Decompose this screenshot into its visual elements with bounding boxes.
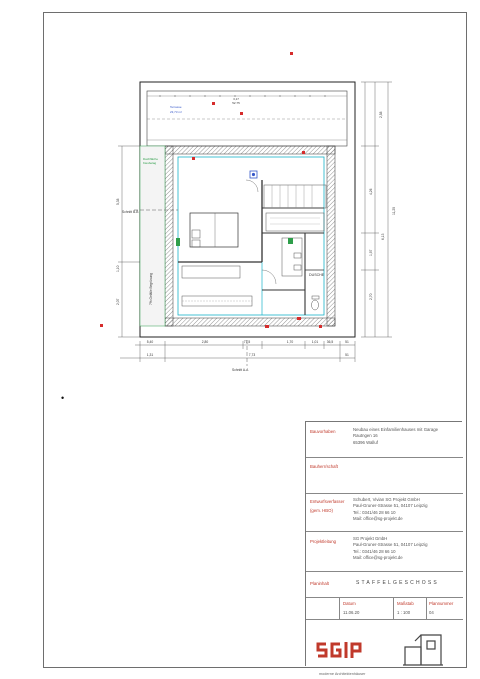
svg-text:1,31: 1,31: [146, 353, 154, 357]
row-entwurf: [306, 494, 463, 532]
svg-text:1,10: 1,10: [116, 265, 120, 272]
label-planung: Projektleitung: [310, 539, 337, 544]
plan-title: STAFFELGESCHOSS: [356, 580, 439, 586]
house-logo-icon: [401, 623, 445, 667]
svg-text:2,80: 2,80: [201, 340, 209, 344]
label-entwurf-sub: (gem. HBO): [310, 508, 333, 513]
row-planinhalt: [306, 572, 463, 598]
planung-line: SG Projekt GmbH: [353, 536, 388, 541]
svg-text:5,40: 5,40: [146, 340, 154, 344]
svg-text:51: 51: [345, 353, 349, 357]
label-massstab: Maßstab: [397, 601, 414, 606]
svg-text:5,38: 5,38: [116, 198, 120, 205]
bauvorhaben-line: Neubau eines Einfamilienhauses mit Garage: [353, 427, 439, 432]
svg-text:Kiesbelag: Kiesbelag: [143, 161, 157, 165]
massstab-value: 1 : 100: [397, 610, 411, 615]
row-planung: [306, 532, 463, 572]
plannummer-value: 04: [429, 610, 434, 615]
logo-subtitle: moderne Architektenhäuser: [319, 672, 366, 676]
terrace-label: Terrasse: [170, 105, 182, 109]
top-label: 3,17: [233, 97, 239, 101]
svg-text:2,07: 2,07: [116, 298, 120, 305]
planung-line: Tel.: 0341/46 28 66 10: [353, 548, 396, 554]
svg-text:1,01: 1,01: [311, 340, 319, 344]
bauvorhaben-line: Rautngen 16: [353, 433, 378, 439]
svg-text:36,5: 36,5: [326, 340, 334, 344]
entwurf-line: Tel.: 0341/46 28 66 10: [353, 509, 396, 515]
title-block: [305, 421, 462, 676]
svg-text:1,97: 1,97: [369, 249, 373, 256]
company-logo: [316, 634, 386, 664]
entwurf-line: Paul-Gruner-Strasse 51, 04107 Leipzig: [353, 503, 428, 509]
label-planinhalt: Planinhalt: [310, 581, 329, 586]
label-bauherr: Bauherr/schaft: [310, 464, 338, 469]
cut-label-aa: Schnitt A-A: [232, 368, 249, 372]
planung-line: Mail: office@sg-projekt.de: [353, 555, 403, 561]
label-bauvorhaben: Bauvorhaben: [310, 429, 336, 434]
svg-text:6,13: 6,13: [381, 233, 385, 240]
svg-text:Dachfläche: Dachfläche: [143, 157, 159, 161]
svg-text:77,5: 77,5: [243, 340, 251, 344]
label-entwurf: Entwurfsverfasser: [310, 499, 345, 504]
label-datum: Datum: [343, 601, 356, 606]
planung-line: Paul-Gruner-Strasse 51, 04107 Leipzig: [353, 542, 428, 548]
row-bauherr: [306, 458, 463, 494]
cut-label-bb: Schnitt B-B: [122, 210, 139, 214]
svg-text:4,26: 4,26: [369, 188, 373, 195]
svg-text:51: 51: [345, 340, 349, 344]
entwurf-line: Schubert, Vivian SG Projekt GmbH: [353, 497, 420, 502]
svg-text:2,70: 2,70: [369, 293, 373, 300]
row-plandata: [306, 598, 463, 620]
logo-area: [306, 620, 463, 676]
svg-text:1,70: 1,70: [286, 340, 294, 344]
room-label-dusche: DUSCHE: [309, 273, 325, 277]
bauvorhaben-line: 65396 Walluf: [353, 439, 378, 445]
datum-value: 11.06.20: [343, 610, 360, 615]
row-bauvorhaben: [306, 422, 463, 458]
bullet-marker: •: [61, 393, 65, 403]
roof-note: 7% Gefälle Begrünung: [149, 272, 153, 305]
svg-text:2,58: 2,58: [379, 111, 383, 118]
entwurf-line: Mail: office@sg-projekt.de: [353, 516, 403, 522]
svg-text:23,73 m²: 23,73 m²: [170, 110, 182, 114]
label-plannummer: Plannummer: [429, 601, 454, 606]
svg-text:52.75: 52.75: [232, 101, 240, 105]
svg-text:7,73: 7,73: [248, 353, 256, 357]
svg-text:11,20: 11,20: [392, 206, 396, 215]
